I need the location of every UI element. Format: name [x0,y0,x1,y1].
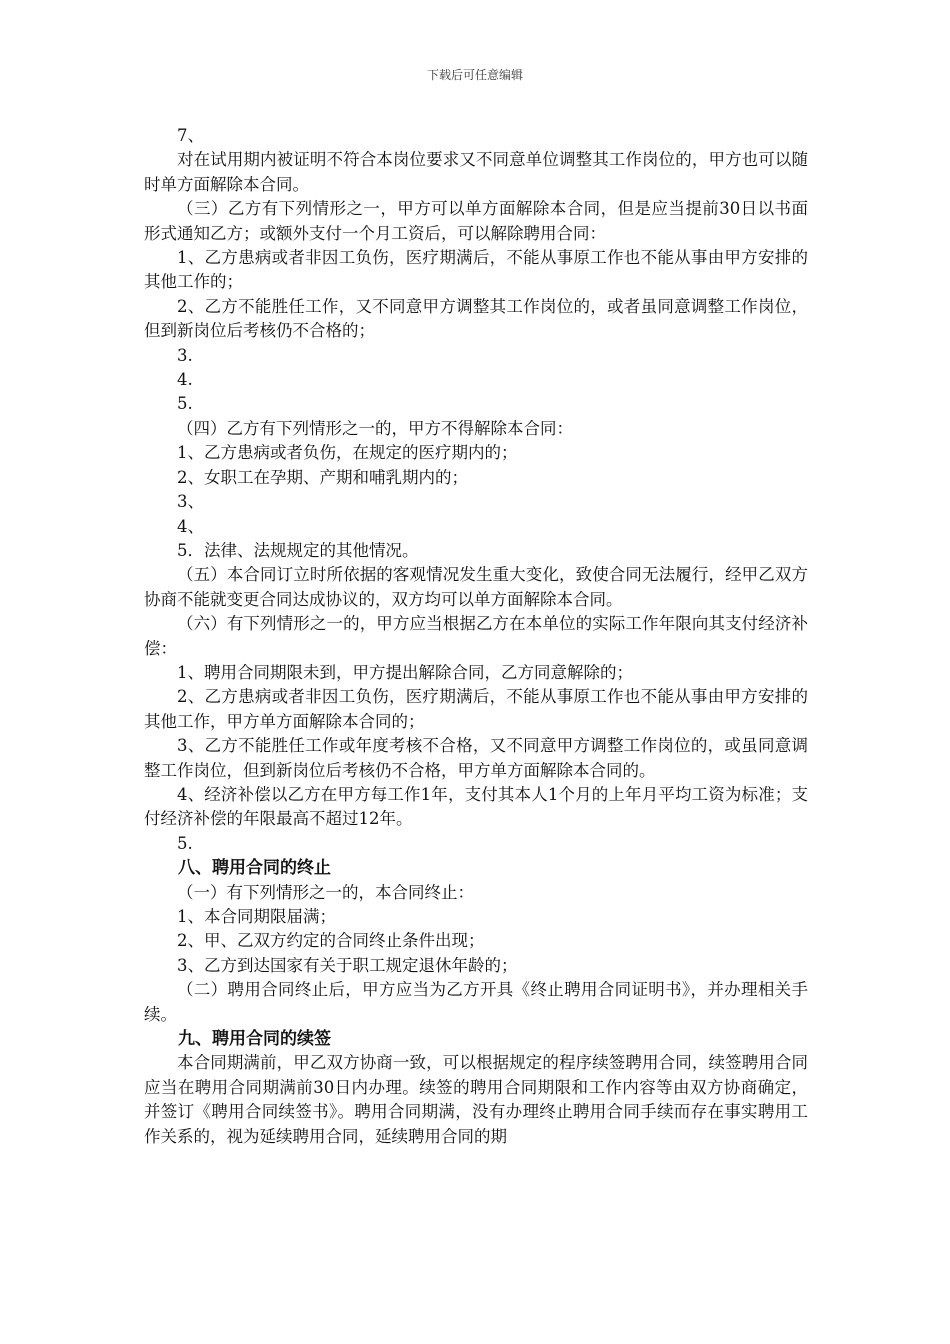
paragraph: 4、 [177,516,204,536]
paragraph: （二）聘用合同终止后，甲方应当为乙方开具《终止聘用合同证明书》，并办理相关手续。 [144,980,808,1024]
paragraph: 2、乙方患病或者非因工负伤，医疗期满后，不能从事原工作也不能从事由甲方安排的其他工作，甲方单方面解除本合同的； [144,687,808,731]
paragraph: （六）有下列情形之一的，甲方应当根据乙方在本单位的实际工作年限向其支付经济补偿： [144,614,808,658]
paragraph: 本合同期满前，甲乙双方协商一致，可以根据规定的程序续签聘用合同，续签聘用合同应当在聘用合同期满前30日内办理。续签的聘用合同期限和工作内容等由双方协商确定，并签订《聘用合同续签书》。聘用合同期满，没有办理终止聘用合同手续而存在事实聘用工作关系的，视为延续聘用合同，延续聘用合同的期 [144,1053,808,1146]
paragraph: 5．法律、法规规定的其他情况。 [177,540,419,560]
paragraph: 5. [177,833,193,853]
paragraph: （五）本合同订立时所依据的客观情况发生重大变化，致使合同无法履行，经甲乙双方协商不能就变更合同达成协议的，双方均可以单方面解除本合同。 [144,565,808,609]
paragraph: 3. [177,345,193,365]
paragraph: 4. [177,370,193,390]
document-body [144,124,808,1149]
paragraph: 3、乙方不能胜任工作或年度考核不合格，又不同意甲方调整工作岗位的，或虽同意调整工作岗位，但到新岗位后考核仍不合格，甲方单方面解除本合同的。 [144,736,808,780]
paragraph: 2、乙方不能胜任工作，又不同意甲方调整其工作岗位的，或者虽同意调整工作岗位，但到新岗位后考核仍不合格的； [144,296,808,341]
paragraph: 1、乙方患病或者负伤，在规定的医疗期内的； [177,443,518,463]
header-note: 下载后可任意编辑 [426,68,523,82]
paragraph: 1、聘用合同期限未到，甲方提出解除合同，乙方同意解除的； [177,662,633,682]
paragraph: 对在试用期内被证明不符合本岗位要求又不同意单位调整其工作岗位的，甲方也可以随时单方面解除本合同。 [144,150,808,194]
section-heading: 八、聘用合同的终止 [178,858,331,879]
paragraph: 3、 [177,492,204,512]
paragraph: 2、女职工在孕期、产期和哺乳期内的； [177,467,468,487]
paragraph: 3、乙方到达国家有关于职工规定退休年龄的； [177,955,518,975]
paragraph: 5. [177,394,193,414]
paragraph: 1、本合同期限届满； [177,907,336,926]
paragraph: 7、 [177,126,204,145]
paragraph: （一）有下列情形之一的，本合同终止： [177,882,474,902]
paragraph: 4、经济补偿以乙方在甲方每工作1年，支付其本人1个月的上年月平均工资为标准；支付经济补偿的年限最高不超过12年。 [144,784,808,829]
paragraph: 2、甲、乙双方约定的合同终止条件出现； [177,931,485,951]
section-heading: 九、聘用合同的续签 [178,1029,331,1050]
paragraph: 1、乙方患病或者非因工负伤，医疗期满后，不能从事原工作也不能从事由甲方安排的其他工作的； [144,248,808,292]
paragraph: （四）乙方有下列情形之一的，甲方不得解除本合同： [177,418,573,438]
paragraph: （三）乙方有下列情形之一，甲方可以单方面解除本合同，但是应当提前30日以书面形式通知乙方；或额外支付一个月工资后，可以解除聘用合同： [144,199,808,243]
